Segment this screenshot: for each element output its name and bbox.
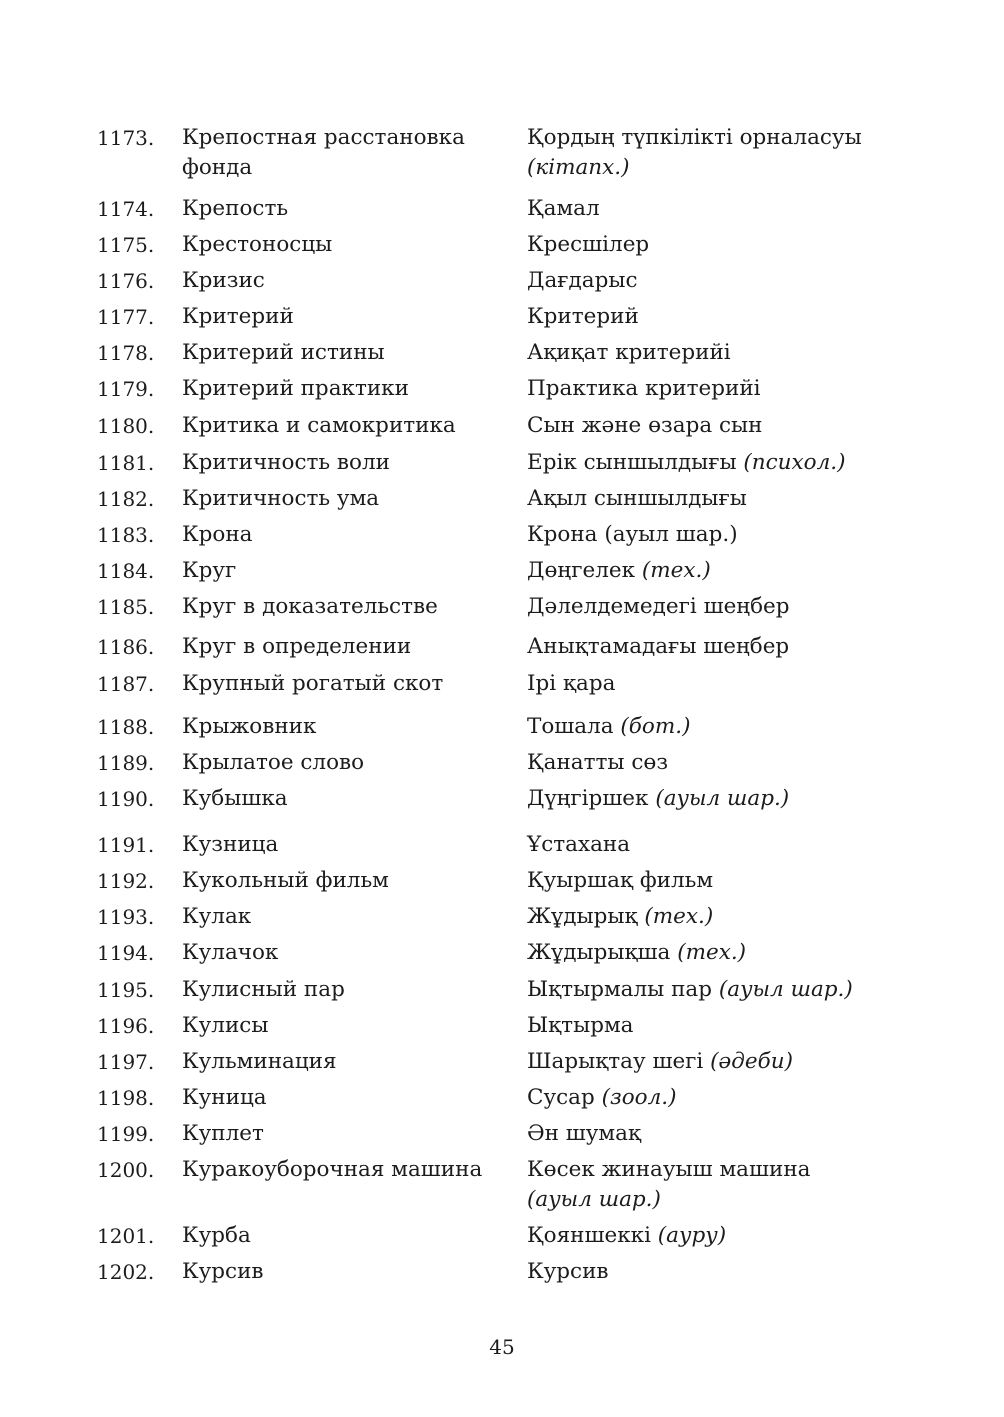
kazakh-term-text: Қордың түпкілікті орналасуы <box>527 125 862 150</box>
kazakh-term <box>527 374 907 404</box>
kazakh-term <box>527 123 907 183</box>
kazakh-term-text: Критерий <box>527 304 639 329</box>
kazakh-term <box>527 1155 907 1215</box>
kazakh-term <box>527 632 907 662</box>
kazakh-term <box>527 902 907 932</box>
kazakh-term-text: Ықтырмалы пар <box>527 977 713 1002</box>
kazakh-term <box>527 669 907 699</box>
russian-term: Крепость <box>182 196 289 221</box>
kazakh-term-text: Практика критерийі <box>527 376 761 401</box>
kazakh-term <box>527 748 907 778</box>
kazakh-term <box>527 230 907 260</box>
kazakh-term <box>527 448 907 478</box>
russian-term: Критичность ума <box>182 486 380 511</box>
entry-number: 1191. <box>97 833 155 857</box>
entry-number: 1200. <box>97 1158 155 1182</box>
kazakh-term-text: Ұстахана <box>527 832 631 857</box>
entry-number: 1201. <box>97 1224 155 1248</box>
kazakh-term-text: Сын және өзара сын <box>527 413 763 438</box>
entry-number: 1184. <box>97 559 155 583</box>
kazakh-term <box>527 194 907 224</box>
kazakh-term-text: Қамал <box>527 196 600 221</box>
kazakh-term <box>527 556 907 586</box>
entry-number: 1176. <box>97 269 155 293</box>
entry-number: 1187. <box>97 672 155 696</box>
russian-term: Кулачок <box>182 940 279 965</box>
russian-term: Куракоуборочная машина <box>182 1157 483 1182</box>
kazakh-term-text: Сусар <box>527 1085 595 1110</box>
entry-number: 1185. <box>97 595 155 619</box>
kazakh-term-text: Ақиқат критерийі <box>527 340 731 365</box>
kazakh-term-text: Тошала <box>527 714 614 739</box>
entry-number: 1202. <box>97 1260 155 1284</box>
kazakh-term-text: Шарықтау шегі <box>527 1049 704 1074</box>
russian-term: Кукольный фильм <box>182 868 389 893</box>
entry-number: 1183. <box>97 523 155 547</box>
russian-term: Критика и самокритика <box>182 413 456 438</box>
kazakh-term <box>527 266 907 296</box>
kazakh-term-text: Жұдырықша <box>527 940 671 965</box>
kazakh-term <box>527 1119 907 1149</box>
russian-term: Кулак <box>182 904 252 929</box>
kazakh-term-note: (кітапх.) <box>527 155 630 180</box>
russian-term: Куница <box>182 1085 267 1110</box>
kazakh-term <box>527 1083 907 1113</box>
kazakh-term-text: Қояншеккі <box>527 1223 651 1248</box>
russian-term: Крепостная расстановка фонда <box>182 125 465 180</box>
kazakh-term <box>527 830 907 860</box>
kazakh-term <box>527 1011 907 1041</box>
russian-term: Критичность воли <box>182 450 390 475</box>
kazakh-term-text: Дөңгелек <box>527 558 636 583</box>
kazakh-term <box>527 712 907 742</box>
russian-term: Кулисный пар <box>182 977 345 1002</box>
kazakh-term-note: (тех.) <box>641 558 711 583</box>
russian-term: Кубышка <box>182 786 288 811</box>
entry-number: 1182. <box>97 487 155 511</box>
entry-number: 1180. <box>97 414 155 438</box>
russian-term: Курба <box>182 1223 251 1248</box>
kazakh-term <box>527 484 907 514</box>
entry-number: 1177. <box>97 305 155 329</box>
kazakh-term <box>527 1047 907 1077</box>
kazakh-term-text: Курсив <box>527 1259 609 1284</box>
kazakh-term-note: (зоол.) <box>601 1085 677 1110</box>
kazakh-term-text: Ерік сыншылдығы <box>527 450 737 475</box>
entry-number: 1195. <box>97 978 155 1002</box>
kazakh-term-text: Ән шумақ <box>527 1121 641 1146</box>
kazakh-term-text: Көсек жинауыш машина <box>527 1157 811 1182</box>
page-number: 45 <box>489 1335 515 1359</box>
russian-term: Курсив <box>182 1259 264 1284</box>
kazakh-term <box>527 784 907 814</box>
kazakh-term-text: Дәлелдемедегі шеңбер <box>527 594 790 619</box>
kazakh-term-text: Қуыршақ фильм <box>527 868 714 893</box>
kazakh-term <box>527 520 907 550</box>
russian-term: Крыжовник <box>182 714 317 739</box>
russian-term: Кульминация <box>182 1049 337 1074</box>
entry-number: 1189. <box>97 751 155 775</box>
russian-term: Круг в определении <box>182 634 412 659</box>
russian-term: Кризис <box>182 268 265 293</box>
kazakh-term-text: Анықтамадағы шеңбер <box>527 634 790 659</box>
entry-number: 1188. <box>97 715 155 739</box>
entry-number: 1174. <box>97 197 155 221</box>
kazakh-term-note: (әдеби) <box>710 1049 793 1074</box>
entry-number: 1178. <box>97 341 155 365</box>
russian-term: Крестоносцы <box>182 232 333 257</box>
kazakh-term-text: Ықтырма <box>527 1013 634 1038</box>
russian-term: Крупный рогатый скот <box>182 671 444 696</box>
entry-number: 1179. <box>97 377 155 401</box>
entry-number: 1193. <box>97 905 155 929</box>
kazakh-term <box>527 938 907 968</box>
kazakh-term-note: (тех.) <box>677 940 747 965</box>
kazakh-term <box>527 411 907 441</box>
kazakh-term-text: Жұдырық <box>527 904 638 929</box>
kazakh-term-note: (ауыл шар.) <box>718 977 853 1002</box>
russian-term: Кулисы <box>182 1013 269 1038</box>
russian-term: Крылатое слово <box>182 750 365 775</box>
kazakh-term-text: Дағдарыс <box>527 268 638 293</box>
entry-number: 1196. <box>97 1014 155 1038</box>
entry-number: 1181. <box>97 451 155 475</box>
entry-number: 1190. <box>97 787 155 811</box>
kazakh-term-text: Дүңгіршек <box>527 786 649 811</box>
kazakh-term-note: (ауыл шар.) <box>655 786 790 811</box>
entry-number: 1175. <box>97 233 155 257</box>
kazakh-term-note: (тех.) <box>644 904 714 929</box>
russian-term: Крона <box>182 522 253 547</box>
russian-term: Критерий истины <box>182 340 385 365</box>
kazakh-term-text: Ірі қара <box>527 671 616 696</box>
russian-term: Критерий практики <box>182 376 409 401</box>
kazakh-term <box>527 302 907 332</box>
kazakh-term-note: (бот.) <box>620 714 691 739</box>
kazakh-term-text: Ақыл сыншылдығы <box>527 486 747 511</box>
kazakh-term <box>527 1257 907 1287</box>
entry-number: 1194. <box>97 941 155 965</box>
kazakh-term-note: (ауру) <box>657 1223 727 1248</box>
russian-term: Кузница <box>182 832 279 857</box>
entry-number: 1197. <box>97 1050 155 1074</box>
kazakh-term <box>527 866 907 896</box>
kazakh-term-text: Кресшілер <box>527 232 650 257</box>
russian-term: Круг <box>182 558 237 583</box>
kazakh-term-note: (ауыл шар.) <box>527 1187 661 1212</box>
kazakh-term <box>527 975 907 1005</box>
entry-number: 1192. <box>97 869 155 893</box>
kazakh-term-text: Қанатты сөз <box>527 750 669 775</box>
kazakh-term-note: (психол.) <box>743 450 846 475</box>
kazakh-term <box>527 338 907 368</box>
entry-number: 1199. <box>97 1122 155 1146</box>
entry-number: 1186. <box>97 635 155 659</box>
kazakh-term-text: Крона (ауыл шар.) <box>527 522 738 547</box>
russian-term: Круг в доказательстве <box>182 594 438 619</box>
kazakh-term <box>527 1221 907 1251</box>
entry-number: 1198. <box>97 1086 155 1110</box>
kazakh-term <box>527 592 907 622</box>
russian-term: Критерий <box>182 304 294 329</box>
entry-number: 1173. <box>97 126 155 150</box>
russian-term: Куплет <box>182 1121 264 1146</box>
